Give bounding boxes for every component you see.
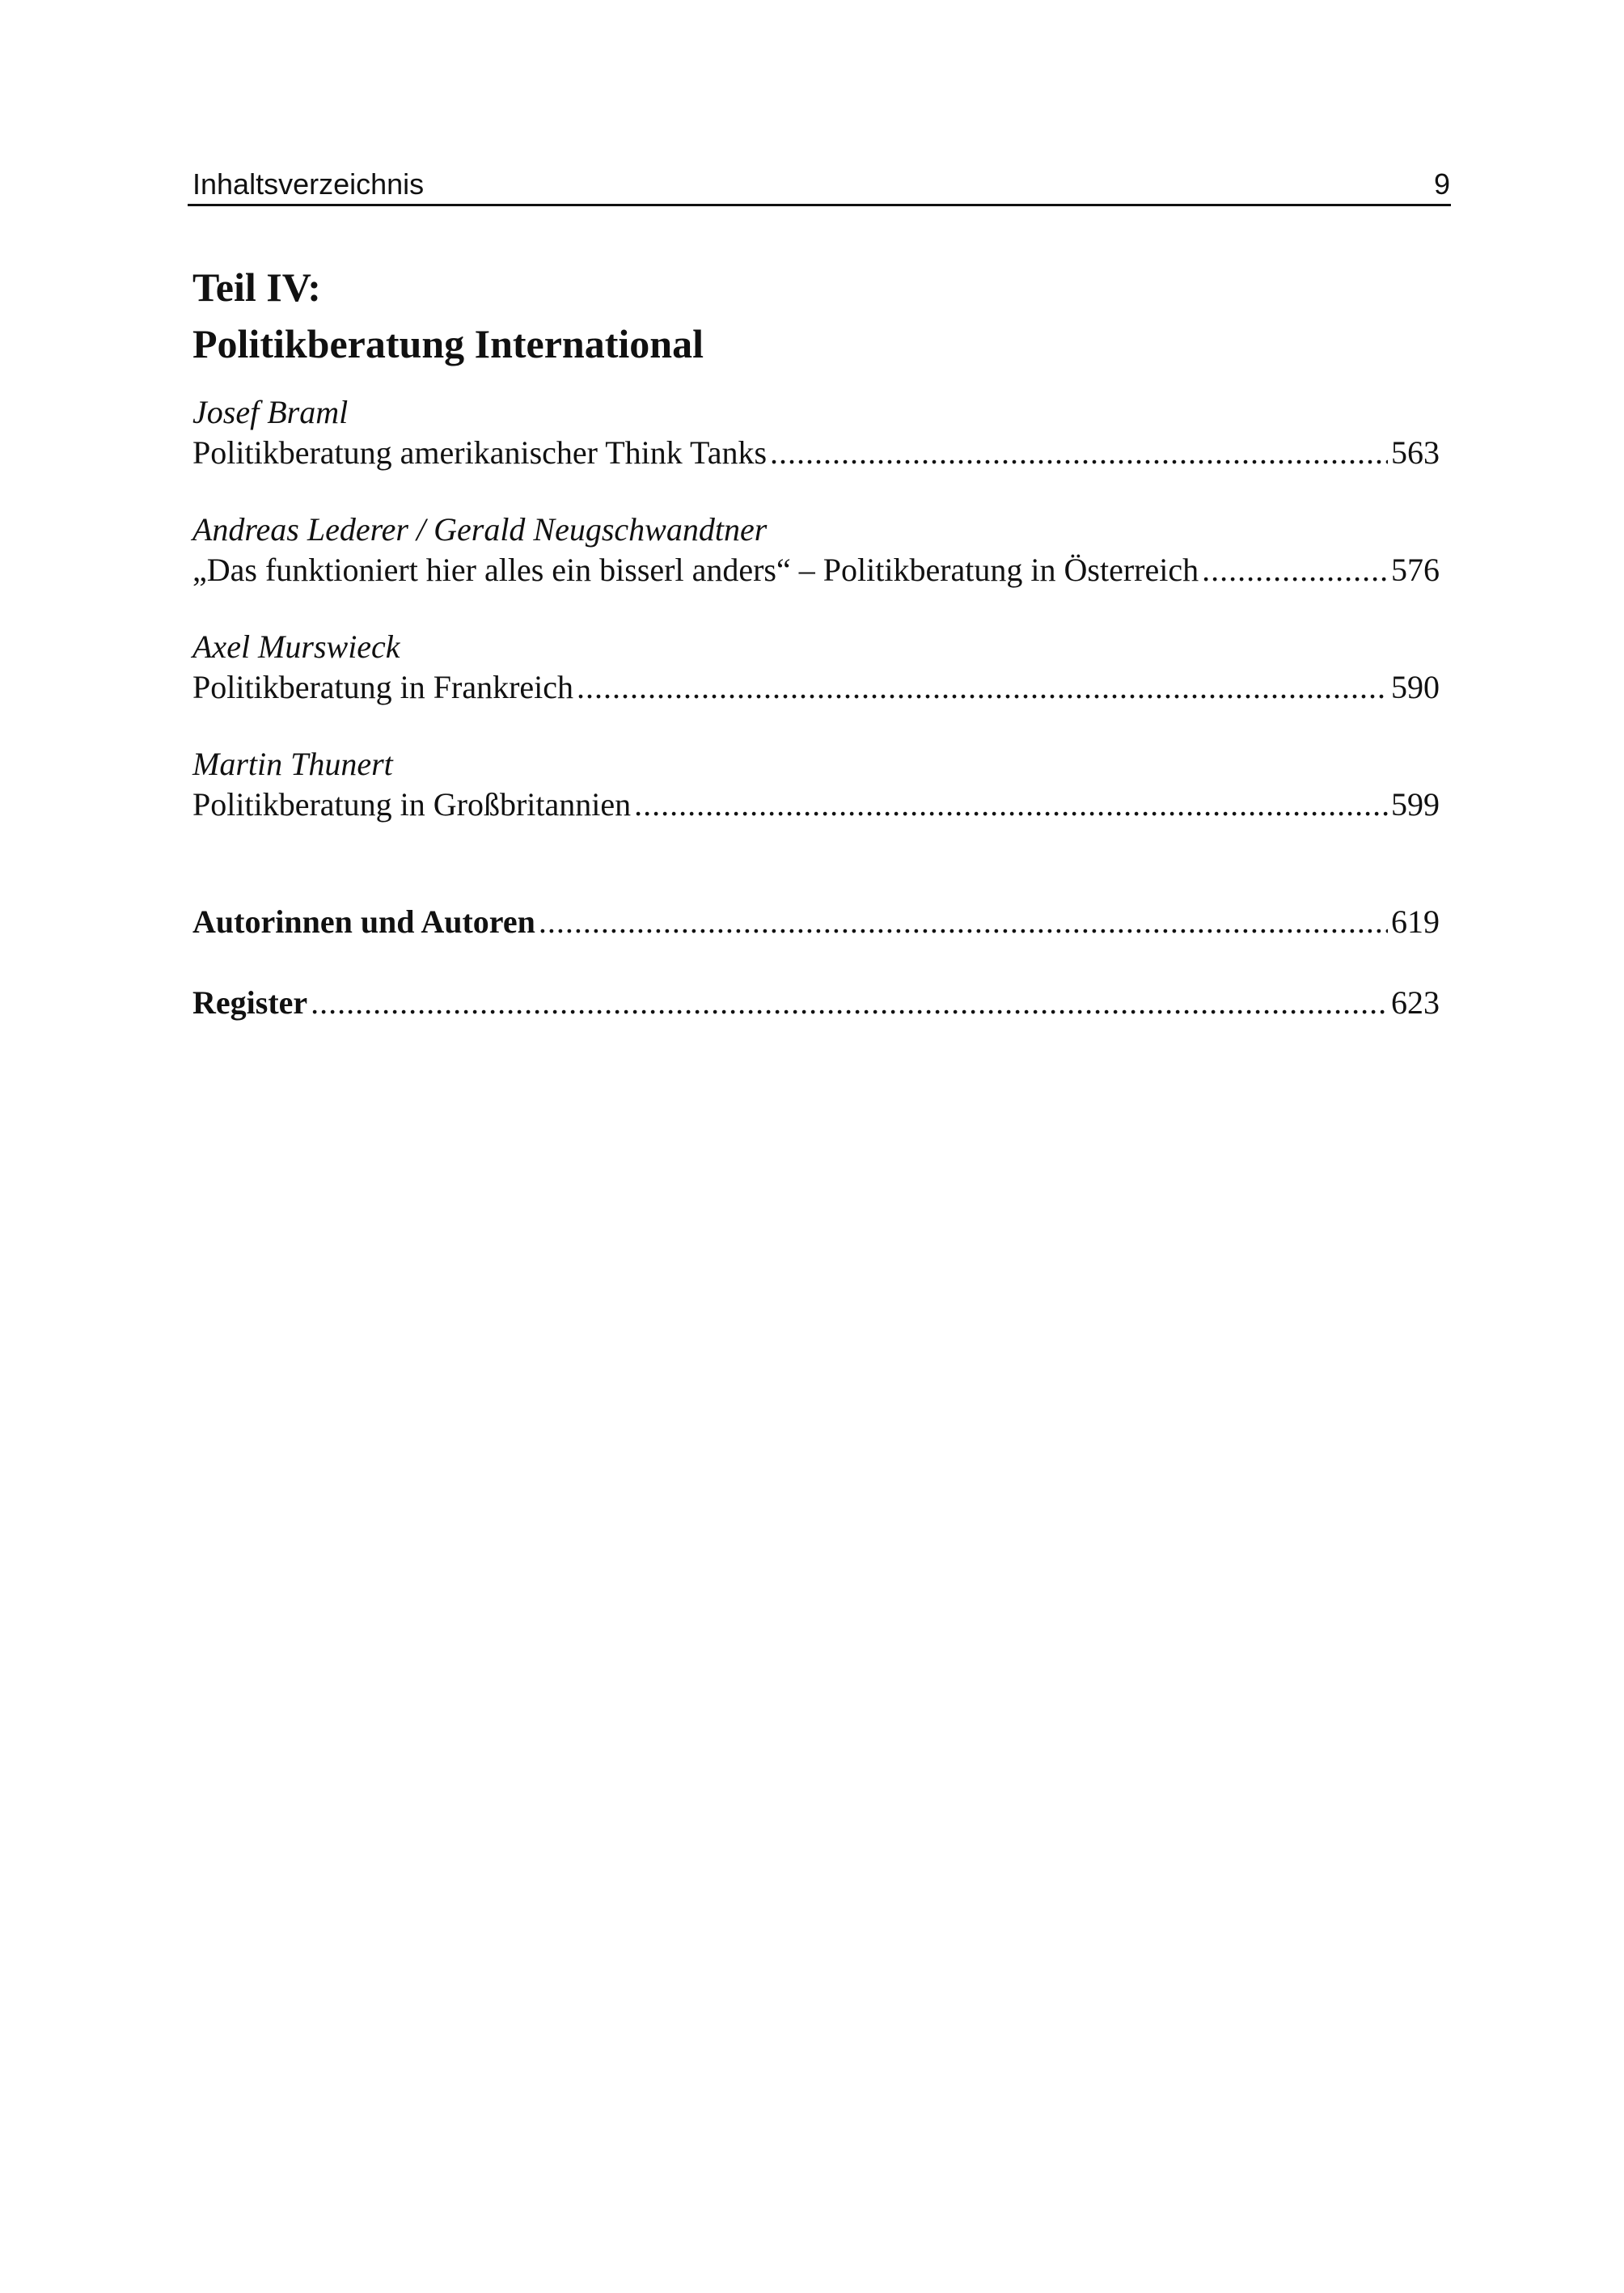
toc-entry-title: Politikberatung in Frankreich (192, 669, 574, 705)
toc-entry-page: 599 (1391, 786, 1440, 823)
toc-entry-line (192, 550, 1440, 590)
toc-entry-title: Politikberatung in Großbritannien (192, 786, 632, 823)
dot-leader (770, 433, 1388, 473)
dot-leader (1202, 550, 1388, 590)
toc-section-page: 623 (1391, 984, 1440, 1021)
toc-section-page: 619 (1391, 903, 1440, 940)
toc-section-title: Register (192, 984, 308, 1021)
toc-entry-title: „Das funktioniert hier alles ein bisserl anders“ – Politikberatung in Österreich (192, 552, 1199, 588)
toc-entry-author: Martin Thunert (192, 746, 393, 782)
toc-entry-page: 563 (1391, 434, 1440, 471)
toc-section-authors[interactable] (192, 902, 1440, 942)
part-heading-line-2: Politikberatung International (192, 321, 704, 366)
toc-entry[interactable] (192, 392, 1440, 473)
toc-entry[interactable] (192, 510, 1440, 590)
part-heading (192, 259, 704, 372)
toc-entry[interactable] (192, 744, 1440, 825)
toc-entry-author: Andreas Lederer / Gerald Neugschwandtner (192, 511, 768, 548)
dot-leader (311, 983, 1388, 1023)
page-number: 9 (1433, 167, 1450, 201)
toc-entry-title: Politikberatung amerikanischer Think Tanks (192, 434, 768, 471)
toc-entry-line (192, 785, 1440, 825)
dot-leader (539, 902, 1388, 942)
toc-section-line (192, 983, 1440, 1023)
dot-leader (577, 667, 1388, 708)
toc-section-register[interactable] (192, 983, 1440, 1023)
part-heading-line-1: Teil IV: (192, 264, 321, 310)
toc-entry-author: Axel Murswieck (192, 628, 400, 665)
running-head-title: Inhaltsverzeichnis (192, 167, 425, 201)
toc-entry-page: 590 (1391, 669, 1440, 705)
spacer (192, 942, 1440, 983)
toc-entry-line (192, 433, 1440, 473)
table-of-contents (192, 392, 1440, 1023)
toc-entry-line (192, 667, 1440, 708)
spacer (192, 861, 1440, 902)
toc-section-title: Autorinnen und Autoren (192, 903, 535, 940)
dot-leader (634, 785, 1388, 825)
header-rule (188, 204, 1451, 206)
toc-section-line (192, 902, 1440, 942)
toc-entry-page: 576 (1391, 552, 1440, 588)
toc-entry-author: Josef Braml (192, 394, 349, 430)
toc-entry[interactable] (192, 627, 1440, 708)
running-head (192, 164, 1450, 205)
